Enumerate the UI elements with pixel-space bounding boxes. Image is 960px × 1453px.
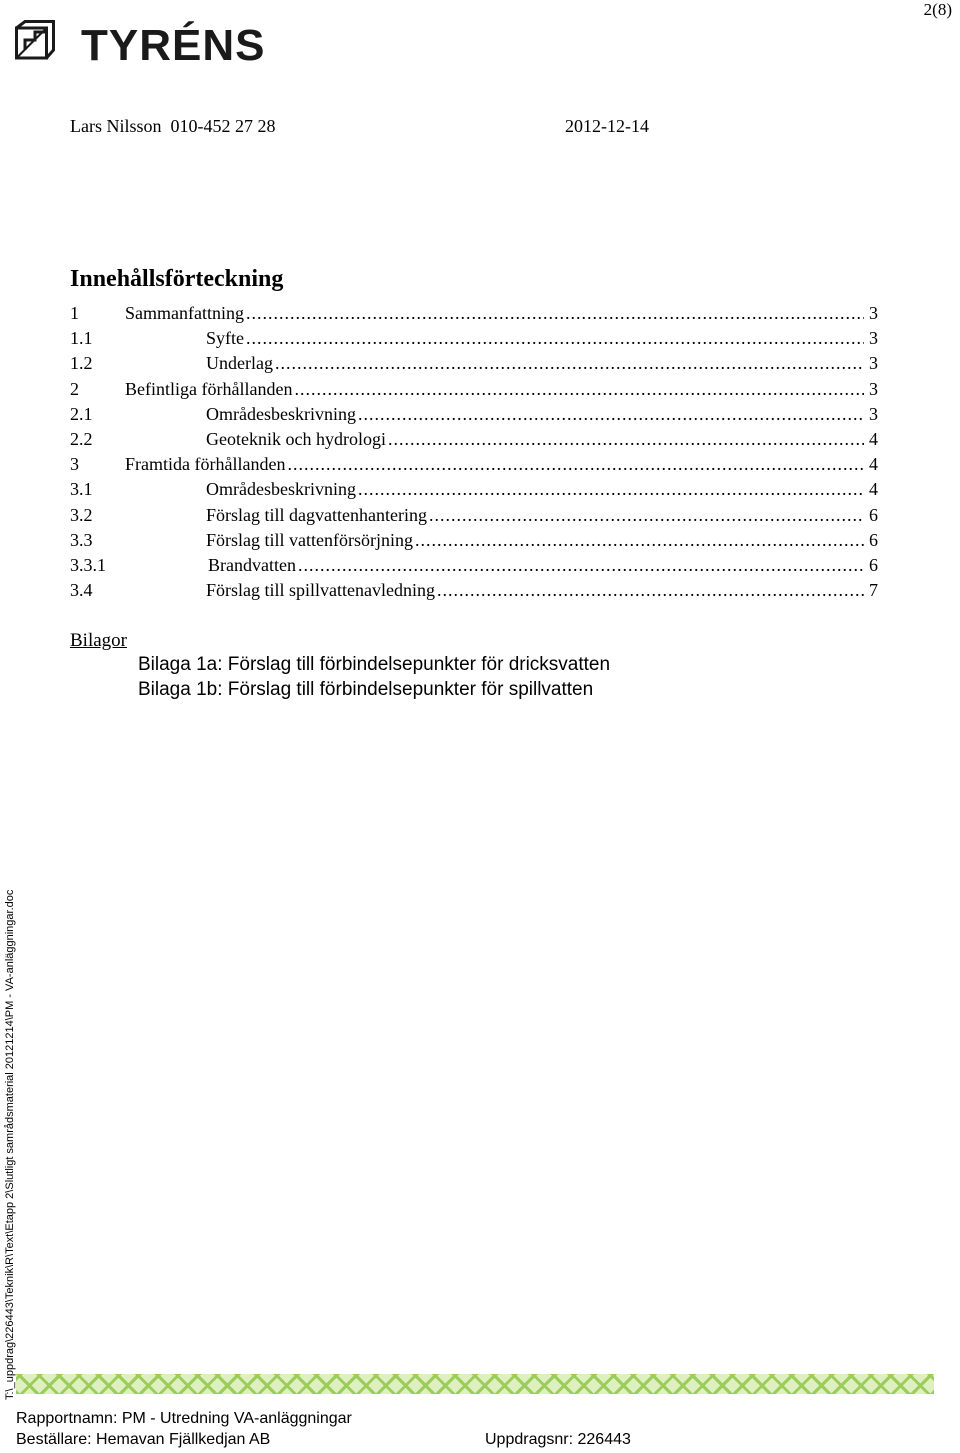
toc-entry-page: 4 — [869, 479, 878, 500]
toc-heading: Innehållsförteckning — [70, 266, 284, 292]
toc-entry-number: 2.2 — [70, 429, 93, 449]
toc-entry-title: Underlag — [206, 353, 273, 374]
logo-mark-icon — [15, 20, 55, 64]
toc-entry-title: Områdesbeskrivning — [206, 479, 356, 500]
toc-entry-title: Förslag till vattenförsörjning — [206, 529, 413, 550]
toc-dot-leader — [429, 505, 864, 526]
toc-entry-number: 3.4 — [70, 580, 93, 601]
toc-entry[interactable] — [70, 580, 878, 604]
toc-dot-leader — [246, 303, 864, 324]
toc-entry-page: 3 — [869, 353, 878, 374]
toc-entry-page: 3 — [869, 403, 878, 424]
toc-entry-number: 1.1 — [70, 328, 93, 349]
footer-client: Beställare: Hemavan Fjällkedjan AB — [16, 1431, 271, 1448]
toc-entry-page: 7 — [869, 580, 878, 601]
toc-entry-page: 6 — [869, 504, 878, 525]
author-phone: 010-452 27 28 — [170, 116, 276, 136]
toc-dot-leader — [388, 429, 864, 450]
toc-entry-title: Framtida förhållanden — [125, 454, 286, 475]
toc-entry-title: Förslag till dagvattenhantering — [206, 504, 427, 525]
toc-entry-page: 4 — [869, 454, 878, 475]
toc-entry[interactable] — [70, 429, 878, 453]
toc-entry-page: 6 — [869, 555, 878, 575]
toc-entry-number: 3.3 — [70, 529, 93, 550]
toc-entry-number: 3 — [70, 454, 79, 475]
toc-entry-number: 2.1 — [70, 403, 93, 424]
toc-entry-number: 1.2 — [70, 353, 93, 374]
toc-dot-leader — [287, 454, 864, 475]
toc-entry[interactable] — [70, 404, 878, 428]
author-name: Lars Nilsson — [70, 116, 162, 136]
toc-entry-title: Geoteknik och hydrologi — [206, 429, 386, 449]
toc-entry-number: 3.1 — [70, 479, 93, 500]
toc-entry[interactable] — [70, 479, 878, 503]
footer-assignment-number: Uppdragsnr: 226443 — [485, 1431, 631, 1448]
toc-dot-leader — [415, 530, 864, 551]
toc-entry-title: Sammanfattning — [125, 303, 244, 323]
toc-entry-page: 3 — [869, 303, 878, 323]
toc-entry-title: Syfte — [206, 328, 244, 349]
toc-entry[interactable] — [70, 454, 878, 478]
toc-entry-title: Befintliga förhållanden — [125, 378, 293, 399]
toc-entry[interactable] — [70, 303, 878, 327]
toc-entry-number: 3.3.1 — [70, 555, 106, 575]
toc-entry[interactable] — [70, 530, 878, 554]
toc-dot-leader — [437, 580, 864, 601]
appendix-item-1b: Bilaga 1b: Förslag till förbindelsepunkter för spillvatten — [138, 679, 594, 700]
toc-dot-leader — [294, 379, 864, 400]
document-date: 2012-12-14 — [565, 116, 649, 136]
toc-entry[interactable] — [70, 328, 878, 352]
toc-entry-number: 2 — [70, 378, 79, 399]
toc-dot-leader — [246, 328, 864, 349]
toc-entry-title: Brandvatten — [208, 555, 296, 575]
toc-entry-page: 3 — [869, 378, 878, 399]
toc-dot-leader — [358, 479, 864, 500]
appendix-item-1a: Bilaga 1a: Förslag till förbindelsepunkter för dricksvatten — [138, 654, 611, 675]
toc-entry[interactable] — [70, 555, 878, 579]
toc-entry-title: Områdesbeskrivning — [206, 403, 356, 424]
toc-entry-title: Förslag till spillvattenavledning — [206, 580, 435, 601]
toc-entry-page: 4 — [869, 429, 878, 449]
toc-entry[interactable] — [70, 353, 878, 377]
tyrens-logo — [15, 16, 266, 70]
toc-entry-page: 6 — [869, 529, 878, 550]
footer-pattern-band — [16, 1374, 934, 1394]
file-path-sidebar: T:\_uppdrag\226443\Teknik\R\Text\Etapp 2\Slutligt samrådsmaterial 20121214\PM - VA-anläggningar.doc — [4, 889, 16, 1400]
toc-entry-number: 1 — [70, 303, 79, 323]
toc-dot-leader — [358, 404, 864, 425]
toc-entry[interactable] — [70, 505, 878, 529]
toc-entry-number: 3.2 — [70, 504, 93, 525]
toc-dot-leader — [298, 555, 864, 576]
toc-entry-page: 3 — [869, 328, 878, 349]
toc-entry[interactable] — [70, 379, 878, 403]
page-number: 2(8) — [923, 0, 952, 19]
appendix-heading: Bilagor — [70, 630, 127, 651]
toc-dot-leader — [275, 353, 864, 374]
author-line — [70, 116, 276, 137]
logo-wordmark: TYRÉNS — [81, 21, 266, 70]
footer-report-name: Rapportnamn: PM - Utredning VA-anläggningar — [16, 1410, 352, 1427]
